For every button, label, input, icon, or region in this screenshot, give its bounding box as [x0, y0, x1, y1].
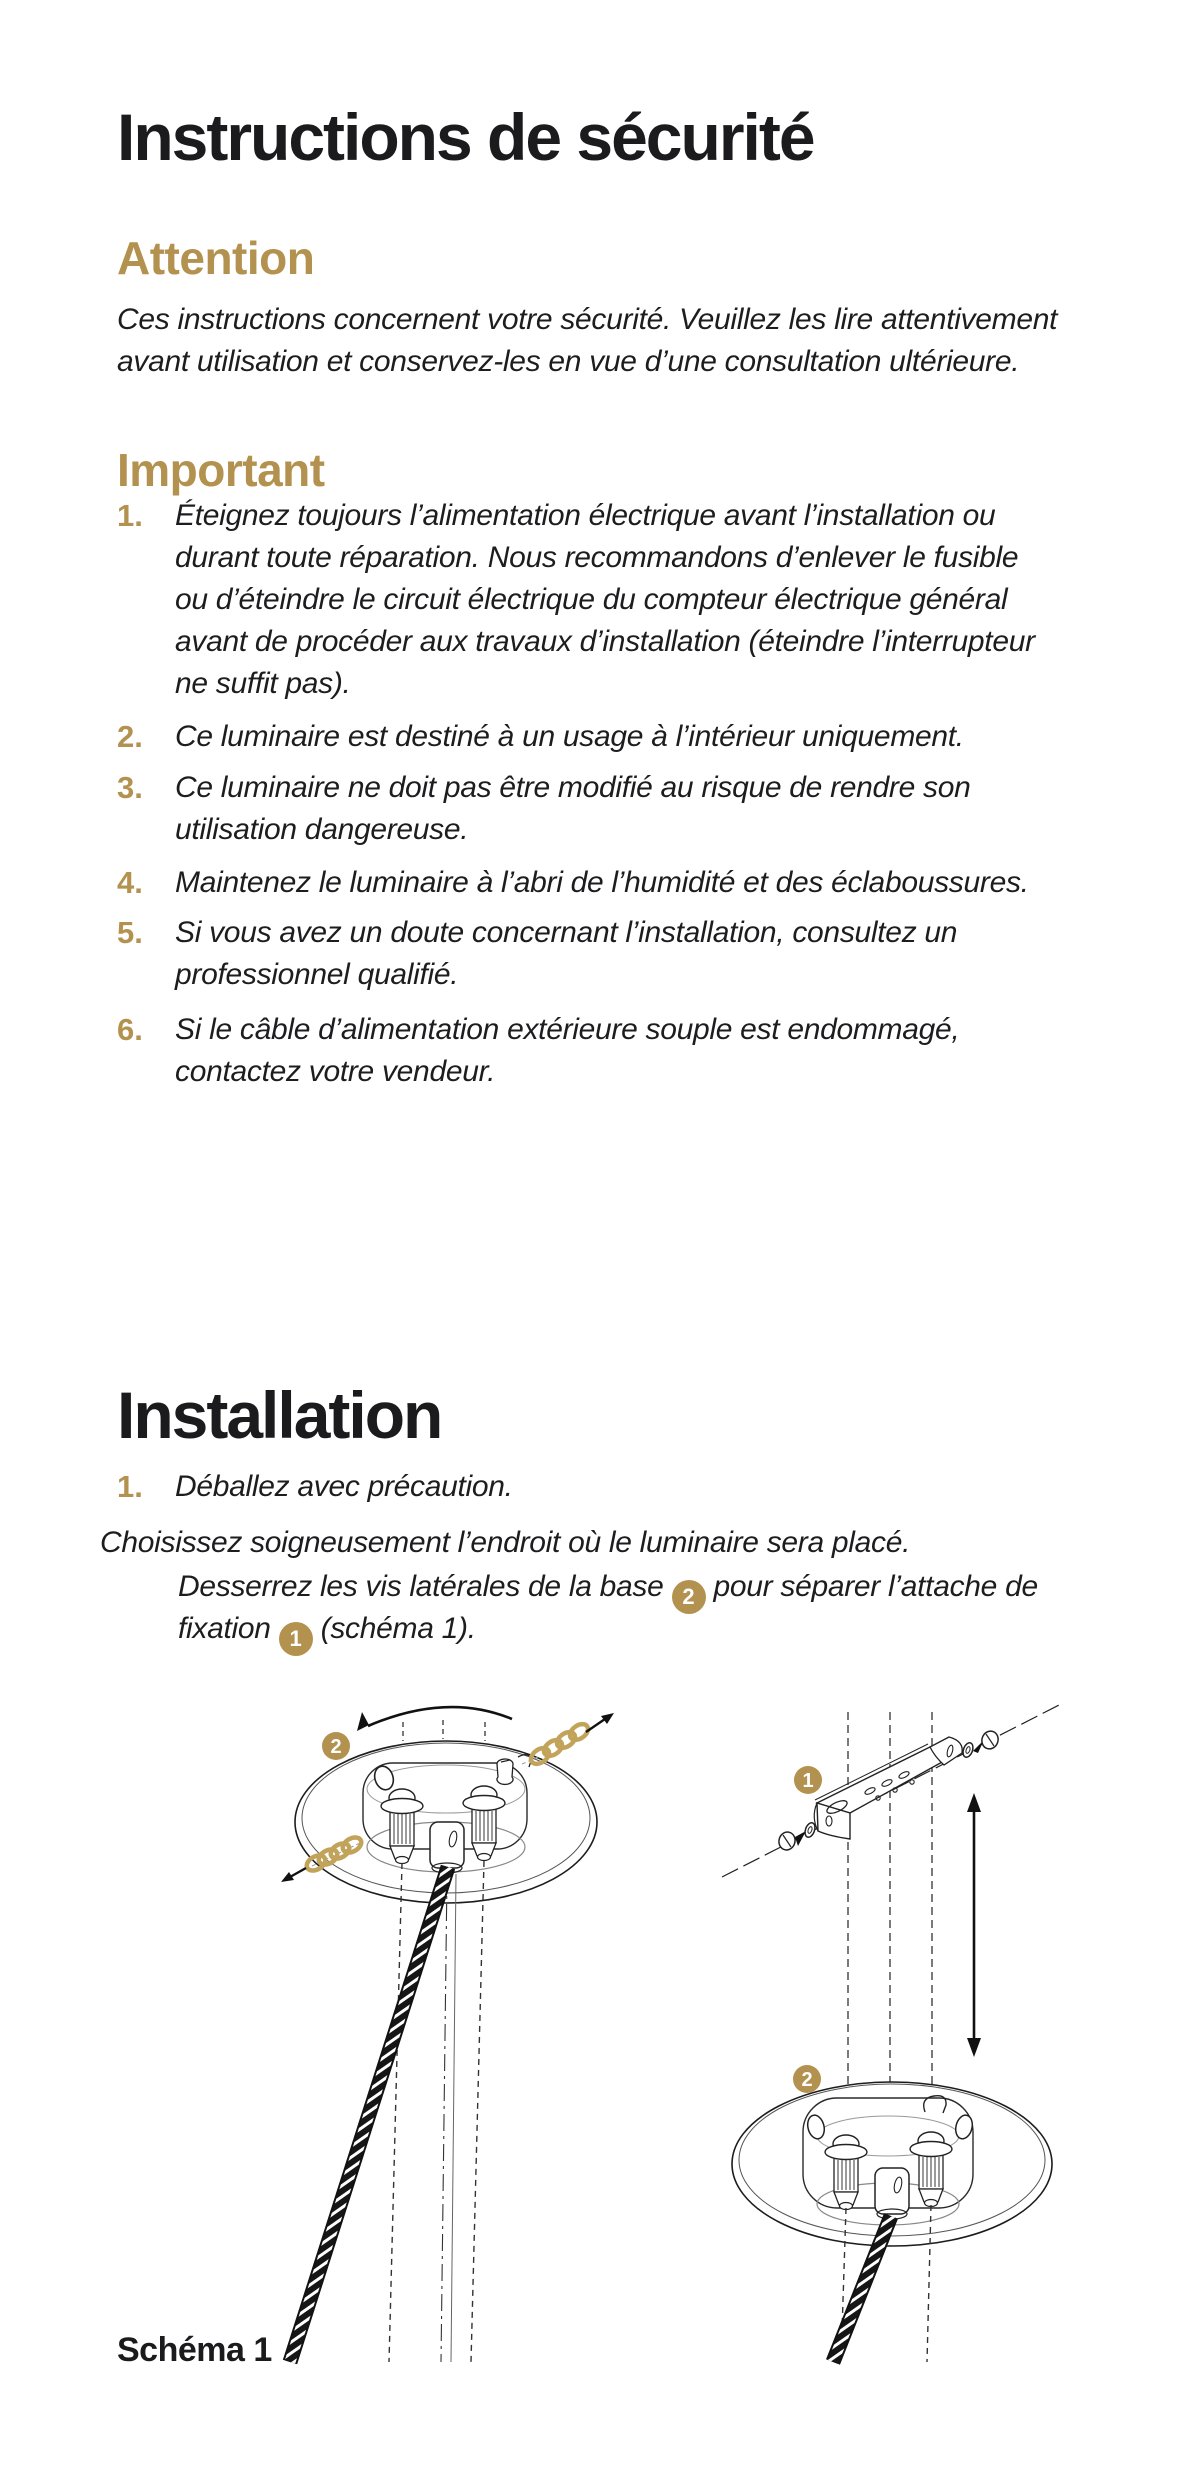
item-line: Ce luminaire est destiné à un usage à l’intérieur uniquement.	[175, 720, 964, 753]
text-segment: (schéma 1).	[320, 1612, 476, 1645]
attention-heading: Attention	[117, 232, 315, 284]
text-segment: Desserrez les vis latérales de la base	[178, 1570, 664, 1603]
steel-cable-dashed	[389, 1863, 402, 2362]
item-number: 2.	[117, 719, 143, 754]
item-number: 4.	[117, 865, 143, 900]
item-line: professionnel qualifié.	[175, 958, 459, 991]
important-item-3	[117, 767, 971, 851]
important-item-6	[117, 1009, 959, 1093]
installation-step-1	[117, 1466, 513, 1508]
figure-badge-2-right	[793, 2065, 821, 2093]
step-badge-1: 1	[279, 1622, 313, 1656]
left-figure-canopy	[281, 1707, 614, 2362]
svg-text:1: 1	[802, 1770, 814, 1792]
center-axis-line	[441, 1874, 447, 2362]
item-line: durant toute réparation. Nous recommandons d’enlever le fusible	[175, 541, 1019, 574]
figure-badge-2-left	[322, 1732, 350, 1760]
item-number: 6.	[117, 1012, 143, 1047]
item-line: Maintenez le luminaire à l’abri de l’humidité et des éclaboussures.	[175, 866, 1029, 899]
schema-1-figure	[0, 1690, 1182, 2380]
text-segment: fixation	[178, 1612, 271, 1645]
item-line: Déballez avec précaution.	[175, 1470, 513, 1503]
mounting-bracket	[814, 1737, 962, 1839]
item-number: 1.	[117, 498, 143, 533]
installation-paragraph: Choisissez soigneusement l’endroit où le luminaire sera placé.	[100, 1526, 911, 1559]
height-adjust-arrow-icon	[967, 1793, 981, 2057]
important-item-5	[117, 912, 957, 996]
page-title: Instructions de sécurité	[117, 100, 814, 174]
bracket-screw-right	[961, 1729, 1000, 1759]
cord-grip-center	[875, 2168, 909, 2219]
power-cord-twisted	[290, 1867, 448, 2362]
item-line: ou d’éteindre le circuit électrique du compteur électrique général	[175, 583, 1008, 616]
steel-cable-dashed	[471, 1861, 484, 2362]
svg-text:2: 2	[801, 2069, 813, 2091]
item-line: Ce luminaire ne doit pas être modifié au risque de rendre son	[175, 771, 971, 804]
item-line: utilisation dangereuse.	[175, 813, 469, 846]
attention-line: avant utilisation et conservez-les en vue d’une consultation ultérieure.	[117, 345, 1020, 378]
important-item-4	[117, 862, 1029, 904]
item-line: contactez votre vendeur.	[175, 1055, 496, 1088]
svg-text:2: 2	[330, 1736, 342, 1758]
attention-paragraph	[117, 299, 1057, 383]
text-segment: pour séparer l’attache de	[713, 1570, 1038, 1603]
installation-heading: Installation	[117, 1378, 442, 1452]
important-heading: Important	[117, 444, 325, 496]
item-line: ne suffit pas).	[175, 667, 351, 700]
rotation-arrow-icon	[357, 1707, 512, 1731]
bracket-screw-left	[777, 1821, 817, 1851]
important-item-1	[117, 495, 1035, 705]
item-number: 3.	[117, 770, 143, 805]
step-badge-2: 2	[672, 1580, 706, 1614]
attention-line: Ces instructions concernent votre sécurité. Veuillez les lire attentivement	[117, 303, 1058, 336]
item-line: Si vous avez un doute concernant l’installation, consultez un	[175, 916, 958, 949]
right-figure-bracket-and-canopy	[722, 1703, 1063, 2362]
schema-label: Schéma 1	[117, 2331, 272, 2369]
item-line: avant de procéder aux travaux d’installation (éteindre l’interrupteur	[175, 625, 1035, 658]
thin-cable-line	[451, 1874, 456, 2362]
item-line: Éteignez toujours l’alimentation électrique avant l’installation ou	[175, 499, 996, 532]
cable-stub-lines	[403, 1720, 485, 1741]
item-number: 1.	[117, 1469, 143, 1504]
important-item-2	[117, 716, 964, 758]
installation-detail-line-2	[178, 1608, 476, 1656]
item-number: 5.	[117, 915, 143, 950]
installation-detail-line-1	[178, 1566, 1038, 1614]
cord-grip-center	[430, 1822, 464, 1873]
figure-badge-1-right	[794, 1766, 822, 1794]
item-line: Si le câble d’alimentation extérieure souple est endommagé,	[175, 1013, 960, 1046]
